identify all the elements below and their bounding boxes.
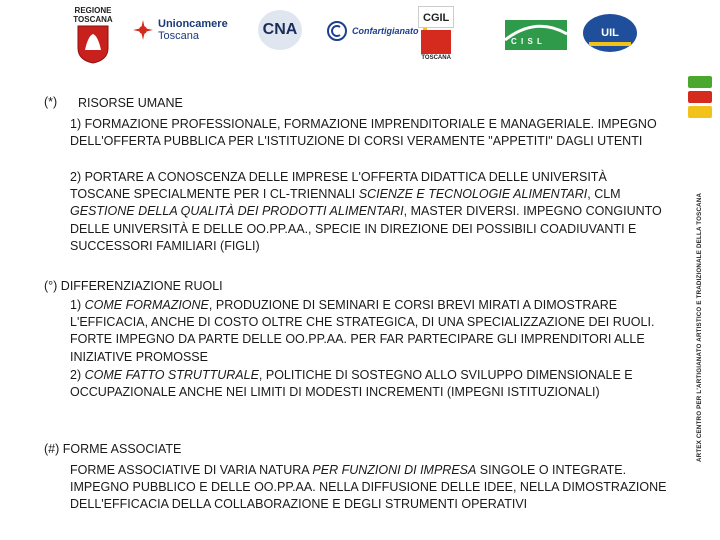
forme-title: (#) FORME ASSOCIATE: [44, 442, 182, 456]
unioncamere-logo: [132, 18, 228, 42]
forme-p1-text-c: SINGOLE O INTEGRATE. IMPEGNO PUBBLICO E DELLE OO.PP.AA. NELLA DIFFUSIONE DELLE IDEE, NELLA DIMOSTRAZIONE DELL'EFFICACIA DELLA COLLABORAZIONE E DEGLI STRUMENTI OPERATIVI: [70, 463, 667, 512]
confartigianato-text: Confartigianato: [352, 25, 419, 36]
uil-logo: [583, 14, 637, 52]
forme-paragraph-1: [70, 462, 670, 514]
cisl-logo: [505, 20, 567, 50]
regione-logo-text-2: TOSCANA: [73, 15, 113, 24]
diff-p2-text-c: , POLITICHE DI SOSTEGNO ALLO SVILUPPO DIMENSIONALE E OCCUPAZIONALE ANCHE NEI LIMITI DI MODESTI INCREMENTI (IMPEGNI ISTITUZIONALI): [70, 368, 633, 400]
regione-toscana-logo: [70, 6, 116, 64]
risorse-paragraph-1: 1) FORMAZIONE PROFESSIONALE, FORMAZIONE IMPRENDITORIALE E MANAGERIALE. IMPEGNO DELL'OFFERTA PUBBLICA PER L'ISTITUZIONE DI CORSI VERAMENTE "APPETITI" DAGLI UTENTI: [70, 117, 657, 149]
risorse-p2-text-c: , CLM: [587, 187, 621, 202]
risorse-p2-italic-b: SCIENZE E TECNOLOGIE ALIMENTARI: [358, 187, 588, 202]
diff-p1-text-a: 1): [70, 298, 85, 312]
cgil-toscana-text: TOSCANA: [421, 55, 451, 61]
artex-color-bars: [688, 76, 712, 121]
red-bar: [688, 91, 712, 103]
unioncamere-text-2: Toscana: [158, 30, 199, 42]
risorse-p2-text-a: 2) PORTARE A CONOSCENZA DELLE IMPRESE L'OFFERTA DIDATTICA DELLE UNIVERSITÀ TOSCANE SPECIALMENTE PER I CL-TRIENNALI: [70, 170, 607, 202]
diff-p1-text-c: , PRODUZIONE DI SEMINARI E CORSI BREVI MIRATI A DIMOSTRARE L'EFFICACIA, ANCHE DI COSTO OLTRE CHE STRATEGICA, DI UNA SPECIALIZZAZIONE DEI RUOLI. FORTE IMPEGNO DA PARTE DELLE OO.PP.AA. PER FAR PARTECIPARE GLI IMPRENDITORI ALLE INIZIATIVE PROMOSSE: [70, 298, 655, 364]
confartigianato-logo: [326, 18, 427, 44]
forme-p1-text-a: FORME ASSOCIATIVE DI VARIA NATURA: [70, 463, 313, 477]
green-bar: [688, 76, 712, 88]
cna-text: CNA: [262, 21, 298, 38]
diff-p2-text-a: 2): [70, 368, 85, 382]
risorse-title: RISORSE UMANE: [78, 96, 183, 110]
unioncamere-text-1: Unioncamere: [158, 18, 228, 30]
cisl-text: C I S L: [511, 37, 543, 46]
differenziazione-paragraph-1: [70, 297, 670, 366]
diff-p1-italic-b: COME FORMAZIONE: [84, 298, 209, 312]
differenziazione-title: (°) DIFFERENZIAZIONE RUOLI: [44, 279, 223, 293]
cgil-text: CGIL: [423, 12, 450, 24]
risorse-p2-text-e: , MASTER DIVERSI. IMPEGNO CONGIUNTO DELLE UNIVERSITÀ E DELLE OO.PP.AA., SPECIE IN DIREZIONE DEI POSSIBILI COADIUVANTI E SUCCESSORI FAMILIARI (FIGLI): [70, 204, 662, 253]
cna-logo: [258, 10, 302, 50]
forme-p1-italic-b: PER FUNZIONI DI IMPRESA: [312, 463, 477, 477]
yellow-bar: [688, 106, 712, 118]
regione-logo-text-1: REGIONE: [74, 6, 112, 15]
confartigianato-mark-icon: [326, 20, 348, 42]
regione-shield-icon: [76, 24, 110, 64]
diff-p2-italic-b: COME FATTO STRUTTURALE: [84, 368, 259, 382]
risorse-marker: (*): [44, 95, 58, 109]
differenziazione-paragraph-2: [70, 367, 670, 401]
artex-side-caption: ARTEX CENTRO PER L'ARTIGIANATO ARTISTICO E TRADIZIONALE DELLA TOSCANA: [696, 192, 703, 462]
unioncamere-star-icon: [132, 19, 154, 41]
risorse-paragraph-2: [70, 169, 670, 255]
cgil-logo: [418, 6, 454, 61]
uil-text: UIL: [601, 27, 619, 39]
risorse-p2-italic-d: GESTIONE DELLA QUALITÀ DEI PRODOTTI ALIMENTARI: [70, 204, 404, 219]
logo-header: [0, 4, 690, 68]
